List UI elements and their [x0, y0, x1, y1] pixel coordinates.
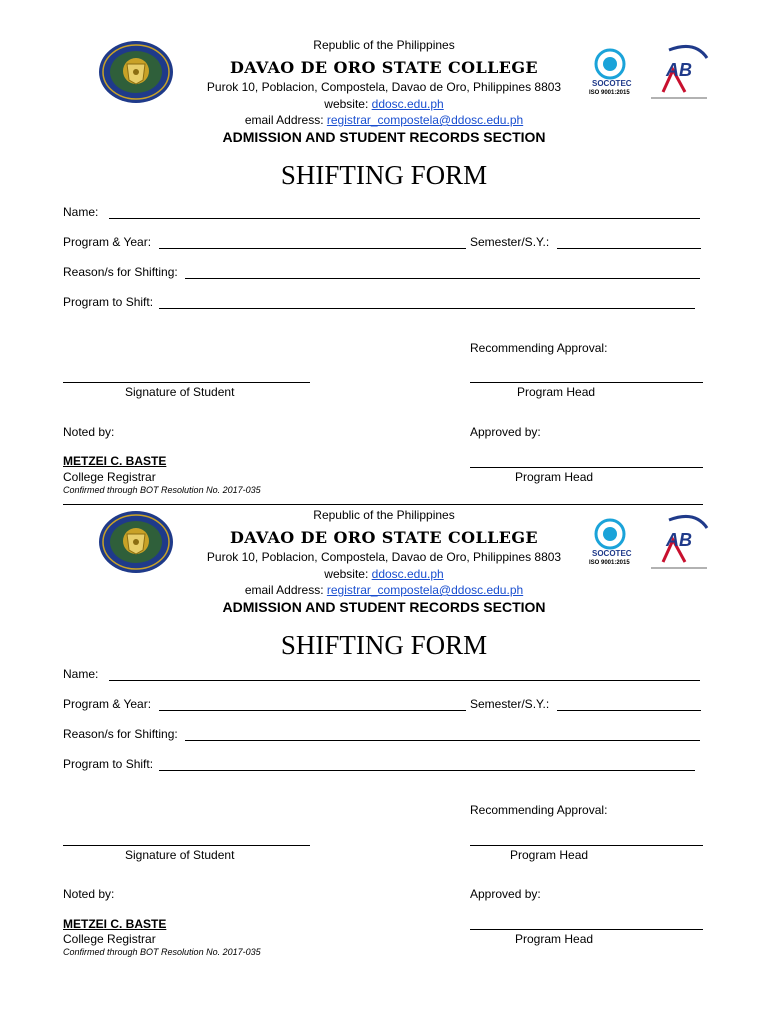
- website-label: website:: [324, 97, 369, 111]
- college-name: DAVAO DE ORO STATE COLLEGE: [229, 58, 539, 77]
- section-title: ADMISSION AND STUDENT RECORDS SECTION: [222, 599, 546, 615]
- semester-label: Semester/S.Y.:: [470, 235, 550, 249]
- website-link[interactable]: ddosc.edu.ph: [371, 567, 444, 581]
- college-address: Purok 10, Poblacion, Compostela, Davao de Oro, Philippines 8803: [206, 550, 562, 564]
- student-signature-label: Signature of Student: [125, 848, 235, 862]
- name-field[interactable]: [109, 218, 700, 219]
- program-head-label: Program Head: [510, 848, 589, 862]
- college-name: DAVAO DE ORO STATE COLLEGE: [229, 528, 539, 547]
- resolution-note: Confirmed through BOT Resolution No. 2017-035: [63, 485, 261, 495]
- socotec-label: SOCOTEC: [592, 549, 632, 558]
- form-title: SHIFTING FORM: [280, 160, 488, 190]
- pab-label: AB: [666, 60, 692, 80]
- noted-label: Noted by:: [63, 425, 115, 439]
- socotec-label: SOCOTEC: [592, 79, 632, 88]
- resolution-note: Confirmed through BOT Resolution No. 2017-035: [63, 947, 261, 957]
- approved-signature-line[interactable]: [470, 929, 703, 930]
- recommending-signature-line[interactable]: [470, 845, 703, 846]
- semester-label: Semester/S.Y.:: [470, 697, 550, 711]
- reason-label: Reason/s for Shifting:: [63, 265, 178, 279]
- form-copy-bottom: [0, 470, 768, 970]
- approved-label: Approved by:: [470, 887, 541, 901]
- student-signature-label: Signature of Student: [125, 385, 235, 399]
- program-year-field[interactable]: [159, 710, 466, 711]
- program-head-label: Program Head: [517, 385, 596, 399]
- republic-text: Republic of the Philippines: [313, 508, 455, 522]
- recommending-label: Recommending Approval:: [470, 803, 608, 817]
- email-line: [0, 113, 768, 127]
- name-label: Name:: [63, 205, 99, 219]
- email-link[interactable]: registrar_compostela@ddosc.edu.ph: [326, 113, 524, 127]
- email-label: email Address:: [244, 583, 324, 597]
- email-link[interactable]: registrar_compostela@ddosc.edu.ph: [326, 583, 524, 597]
- program-shift-label: Program to Shift:: [63, 295, 154, 309]
- website-link[interactable]: ddosc.edu.ph: [371, 97, 444, 111]
- form-title: SHIFTING FORM: [280, 630, 488, 660]
- semester-field[interactable]: [557, 248, 701, 249]
- approved-signature-line[interactable]: [470, 467, 703, 468]
- email-line: [0, 583, 768, 597]
- approved-program-head-label: Program Head: [515, 470, 594, 484]
- reason-label: Reason/s for Shifting:: [63, 727, 178, 741]
- noted-label: Noted by:: [63, 887, 115, 901]
- iso-label: ISO 9001:2015: [589, 90, 630, 96]
- program-shift-field[interactable]: [159, 770, 695, 771]
- recommending-signature-line[interactable]: [470, 382, 703, 383]
- email-label: email Address:: [244, 113, 324, 127]
- semester-field[interactable]: [557, 710, 701, 711]
- reason-field[interactable]: [185, 740, 700, 741]
- recommending-label: Recommending Approval:: [470, 341, 608, 355]
- approved-label: Approved by:: [470, 425, 541, 439]
- program-year-field[interactable]: [159, 248, 466, 249]
- program-year-label: Program & Year:: [63, 235, 152, 249]
- approved-program-head-label: Program Head: [515, 932, 594, 946]
- registrar-title: College Registrar: [63, 470, 156, 484]
- program-year-label: Program & Year:: [63, 697, 152, 711]
- website-label: website:: [324, 567, 369, 581]
- republic-text: Republic of the Philippines: [313, 38, 455, 52]
- reason-field[interactable]: [185, 278, 700, 279]
- student-signature-line[interactable]: [63, 382, 310, 383]
- student-signature-line[interactable]: [63, 845, 310, 846]
- registrar-name: METZEI C. BASTE: [63, 917, 167, 931]
- program-shift-field[interactable]: [159, 308, 695, 309]
- name-field[interactable]: [109, 680, 700, 681]
- registrar-name: METZEI C. BASTE: [63, 454, 167, 468]
- section-title: ADMISSION AND STUDENT RECORDS SECTION: [222, 129, 546, 145]
- college-address: Purok 10, Poblacion, Compostela, Davao de Oro, Philippines 8803: [206, 80, 562, 94]
- program-shift-label: Program to Shift:: [63, 757, 154, 771]
- pab-label: AB: [666, 530, 692, 550]
- name-label: Name:: [63, 667, 99, 681]
- registrar-title: College Registrar: [63, 932, 156, 946]
- form-copy-top: [0, 0, 768, 500]
- iso-label: ISO 9001:2015: [589, 560, 630, 566]
